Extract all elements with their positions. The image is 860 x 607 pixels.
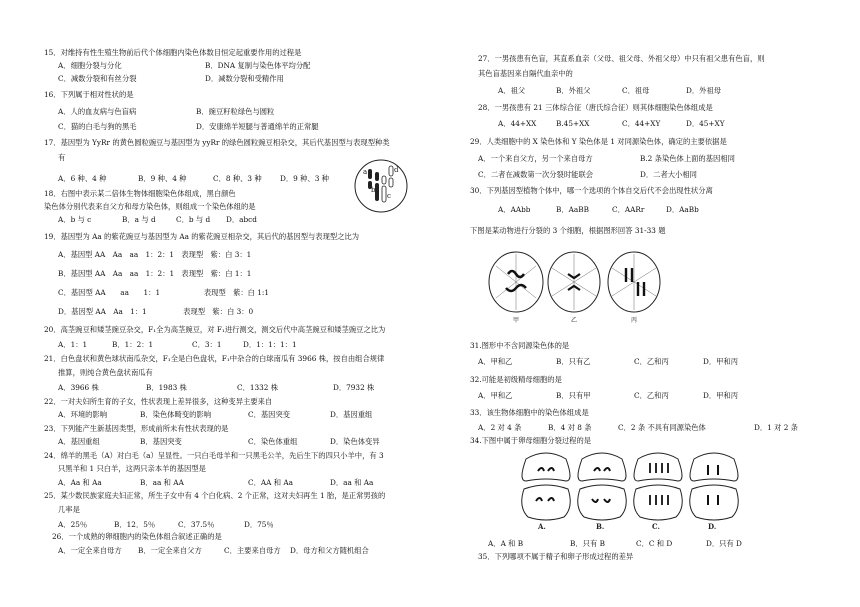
q18-fig-label-a: a <box>363 168 368 176</box>
q20-stem: 20．高茎豌豆和矮茎豌豆杂交，F₁全为高茎豌豆，对 F₁进行测交，测交后代中高茎豌豆和矮茎豌豆之比为 <box>44 325 386 334</box>
q31-stem: 31.图形中不含同源染色体的是 <box>470 341 570 350</box>
q19-option-b: B．基因型 AA Aa aa 1：2：1 表现型 紫：白 1：1 <box>58 269 252 278</box>
fig-label-yi: 乙 <box>571 317 578 324</box>
q34-option-a: A．A 和 B <box>488 539 524 548</box>
q25-stem: 25．某少数民族家庭夫妇正常，所生子女中有 4 个白化病、2 个正常，这对夫妇再生 1 胎，是正常男孩的 <box>44 491 386 500</box>
q18-fig-label-b: b <box>371 186 376 194</box>
q19-option-a: A．基因型 AA Aa aa 1：2：1 表现型 紫：白 3：1 <box>58 250 252 259</box>
q29-stem: 29．人类细胞中的 X 染色体和 Y 染色体是 1 对同源染色体，确定的主要依据是 <box>470 137 727 146</box>
q18-fig-label-d: d <box>394 166 399 174</box>
q31-option-b: B．只有乙 <box>556 357 591 366</box>
q30-option-b: B．AaBB <box>556 205 590 214</box>
q32-option-c: C．乙和丙 <box>634 391 669 400</box>
q17-stem: 17．基因型为 YyRr 的黄色圆粒豌豆与基因型为 yyRr 的绿色圆粒豌豆相杂交，其后代基因型与表现型种类 <box>44 138 390 147</box>
q31-option-d: D．甲和丙 <box>703 357 739 366</box>
q17-option-b: B．9 种、4 种 <box>138 174 187 183</box>
q25-option-a: A．25％ <box>58 520 88 529</box>
q20-option-a: A．1：1 <box>58 340 88 349</box>
q18-stem-cont: 染色体分别代表来自父方和母方染色体，则组成一个染色体组的是 <box>44 202 256 211</box>
q21-option-b: B．1983 株 <box>146 383 187 392</box>
q24-stem: 24．绵羊的黑毛（A）对白毛（a）呈显性。一只白毛母羊和一只黑毛公羊，先后生下的四只小羊中，有 3 <box>44 451 384 460</box>
q16-option-a: A．人的血友病与色盲病 <box>58 107 137 116</box>
q27-option-a: A．祖父 <box>498 86 526 95</box>
q28-option-d: D．45+XY <box>686 119 725 128</box>
q16-option-d: D．安康绵羊短腿与普通绵羊的正常腿 <box>196 122 319 131</box>
q34-cells-figure <box>518 449 750 531</box>
q18-option-b: B．a 与 d <box>122 215 156 224</box>
q17-option-a: A．6 种、4 种 <box>58 174 107 183</box>
q34-stem: 34.下图中属于卵母细胞分裂过程的是 <box>470 436 592 445</box>
q32-stem: 32.可能是初级精母细胞的是 <box>470 375 562 384</box>
q18-fig-label-c: c <box>387 192 391 200</box>
q15-option-d: D．减数分裂和受精作用 <box>205 74 284 83</box>
three-cells-figure <box>486 246 666 324</box>
q32-option-b: B．只有甲 <box>556 391 591 400</box>
q25-option-d: D．75％ <box>244 520 274 529</box>
q26-option-a: A．一定全来自母方 <box>58 546 122 555</box>
q34-fig-label-d: D. <box>708 522 717 531</box>
q17-stem-cont: 有 <box>58 153 66 162</box>
q29-option-a: A．一个来自父方，另一个来自母方 <box>478 154 593 163</box>
q27-option-b: B．外祖父 <box>556 86 591 95</box>
q23-option-a: A．基因重组 <box>58 437 100 446</box>
q30-stem: 30．下列基因型植物个体中，哪一个选项的个体自交后代不会出现性状分离 <box>470 186 713 195</box>
q33-option-a: A．2 对 4 条 <box>478 423 522 432</box>
q16-stem: 16．下列属于相对性状的是 <box>44 90 134 99</box>
q22-option-c: C．基因突变 <box>248 410 291 419</box>
q22-option-b: B．染色体畸变的影响 <box>140 410 212 419</box>
q15-option-a: A．细胞分裂与分化 <box>58 61 122 70</box>
q34-option-b: B．只有 B <box>570 539 605 548</box>
q27-stem: 27．一男孩患有色盲，其直系血亲（父母、祖父母、外祖父母）中只有祖父患有色盲，则 <box>478 54 765 63</box>
q28-option-b: B.45+XX <box>556 119 590 128</box>
q31-option-a: A．甲和乙 <box>478 357 513 366</box>
q16-option-c: C．猫的白毛与狗的黑毛 <box>58 122 137 131</box>
q24-option-a: A．Aa 和 Aa <box>58 478 102 487</box>
q24-stem-cont: 只黑羊和 1 只白羊，这两只亲本羊的基因型是 <box>58 464 206 473</box>
q26-stem: 26．一个成熟的卵细胞内的染色体组合叙述正确的是 <box>52 532 222 541</box>
figure-intro: 下图是某动物进行分裂的 3 个细胞，根据图形回答 31-33 题 <box>470 226 666 235</box>
q30-option-d: D．AaBb <box>666 205 699 214</box>
fig-label-bing: 丙 <box>631 317 638 324</box>
q28-option-c: C．44+XY <box>622 119 661 128</box>
q30-option-c: C．AARr <box>612 205 645 214</box>
q23-option-c: C．染色体重组 <box>248 437 298 446</box>
q26-option-c: C．主要来自母方 <box>224 546 281 555</box>
q29-option-b: B.2 条染色体上面的基因相同 <box>640 154 735 163</box>
q34-option-c: C．C 和 D <box>636 539 673 548</box>
q33-option-c: C．2 条 不具有同源染色体 <box>618 423 706 432</box>
q29-option-c: C．二者在减数第一次分裂时能联会 <box>478 170 594 179</box>
q21-stem: 21．白色盘状和黄色球状南瓜杂交，F₁全是白色盘状，F₁中杂合的白球南瓜有 3966 株，按自由组合规律 <box>44 354 385 363</box>
q21-option-d: D．7932 株 <box>333 383 375 392</box>
q33-option-b: B．4 对 8 条 <box>548 423 592 432</box>
q25-stem-cont: 几率是 <box>58 505 80 514</box>
q23-option-d: D．染色体变异 <box>330 437 380 446</box>
q19-stem: 19．基因型为 Aa 的紫花豌豆与基因型为 Aa 的紫花豌豆相杂交，其后代的基因型与表现型之比为 <box>44 232 360 241</box>
q18-stem: 18．右图中表示某二倍体生物体细胞染色体组成，黑白颜色 <box>44 189 236 198</box>
q27-option-d: D．外祖母 <box>686 86 722 95</box>
q18-cell-figure <box>353 158 409 214</box>
q34-fig-label-b: B. <box>596 522 605 531</box>
fig-label-jia: 甲 <box>513 317 520 324</box>
q25-option-b: B．12．5％ <box>114 520 156 529</box>
q34-fig-label-c: C. <box>652 522 660 531</box>
q17-option-d: D．9 种、3 种 <box>280 174 329 183</box>
q21-stem-cont: 推算，则纯合黄色盘状南瓜有 <box>58 368 153 377</box>
q20-option-d: D．1：1：1：1 <box>243 340 297 349</box>
q17-option-c: C．8 种、3 种 <box>213 174 262 183</box>
q15-option-b: B．DNA 复制与染色体平均分配 <box>205 61 311 70</box>
q28-option-a: A．44+XX <box>498 119 537 128</box>
q24-option-b: B．aa 和 AA <box>140 478 184 487</box>
q26-option-d: D．母方和父方随机组合 <box>290 546 369 555</box>
q33-stem: 33．该生物体细胞中的染色体组成是 <box>470 408 589 417</box>
q34-option-d: D．只有 D <box>706 539 742 548</box>
q24-option-d: D．aa 和 Aa <box>330 478 374 487</box>
q19-option-d: D．基因型 AA Aa 1：1 表现型 紫：白 3：0 <box>58 307 254 316</box>
q26-option-b: B．一定全来自父方 <box>138 546 202 555</box>
q32-option-d: D．甲和丙 <box>703 391 739 400</box>
q29-option-d: D．二者大小相同 <box>640 170 697 179</box>
q21-option-a: A．3966 株 <box>58 383 99 392</box>
q20-option-c: C．3：1 <box>192 340 222 349</box>
q15-stem: 15．对维持有性生殖生物前后代个体细胞内染色体数目恒定起重要作用的过程是 <box>44 48 302 57</box>
q18-option-a: A．b 与 c <box>58 215 92 224</box>
q16-option-b: B．豌豆籽粒绿色与圆粒 <box>196 107 275 116</box>
q22-option-a: A．环境的影响 <box>58 410 108 419</box>
q31-option-c: C．乙和丙 <box>634 357 669 366</box>
q24-option-c: C．AA 和 Aa <box>248 478 293 487</box>
q35-stem: 35．下列哪项不属于精子和卵子形成过程的差异 <box>478 552 634 561</box>
q23-option-b: B．基因突变 <box>140 437 182 446</box>
q33-option-d: D．1 对 2 条 <box>754 423 798 432</box>
q27-option-c: C．祖母 <box>622 86 650 95</box>
q19-option-c: C．基因型 AA aa 1：1 表现型 紫：白 1:1 <box>58 288 270 297</box>
q28-stem: 28．一男孩患有 21 三体综合征（唐氏综合征）则其体细胞染色体组成是 <box>478 103 713 112</box>
q15-option-c: C．减数分裂和有丝分裂 <box>58 74 137 83</box>
q22-option-d: D．基因重组 <box>330 410 373 419</box>
q18-option-d: D．abcd <box>226 215 257 224</box>
q27-stem-cont: 其色盲基因来自隔代血亲中的 <box>478 69 573 78</box>
q25-option-c: C．37.5％ <box>178 520 215 529</box>
q30-option-a: A．AAbb <box>498 205 531 214</box>
q22-stem: 22．一对夫妇所生育的子女，性状表现上差异很多，这种变异主要来自 <box>44 397 273 406</box>
q32-option-a: A．甲和乙 <box>478 391 513 400</box>
q18-option-c: C．b 与 d <box>176 215 211 224</box>
q20-option-b: B．1：2：1 <box>112 340 154 349</box>
q34-fig-label-a: A. <box>538 522 546 531</box>
q21-option-c: C．1332 株 <box>237 383 279 392</box>
q23-stem: 23．下列能产生新基因类型，形成前所未有性状表现的是 <box>44 424 229 433</box>
